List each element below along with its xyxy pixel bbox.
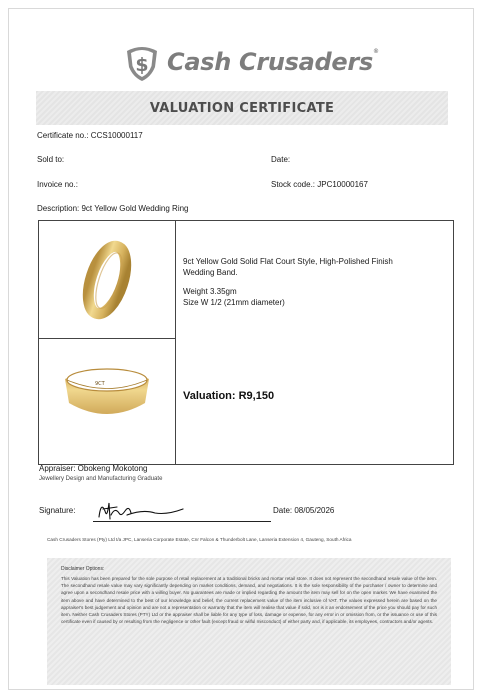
item-weight: Weight 3.35gm	[183, 287, 237, 296]
appraiser-title: Jewellery Design and Manufacturing Graduate	[39, 476, 163, 482]
signature-line	[93, 521, 271, 522]
shield-dollar-icon	[121, 41, 163, 83]
box-divider-vertical	[175, 221, 176, 464]
disclaimer-text: This Valuation has been prepared for the sole purpose of retail replacement at a traditional bricks and mortar retail store. It does not represent the secondhand resale value of the item. The secondhand resale value may vary significantly depending on market conditions, demand, and negotiations. It is the sole responsibility of the purchaser / owner to determine and agree upon a secondhand resale price with a willing buyer. No guarantees are made or implied regarding the amount the item may sell for on the open market. We have examined the item above and have determined to the best of our knowledge and belief, the current replacement value of the item inclusive of VAT. The values expressed herein are based on the appraiser's best judgement and opinion and are not a representation or warranty that the item will realise that value if sold, nor is it an endorsement of the price you should pay for such item. Neither Cash Crusaders Stores (PTY) Ltd or the appraiser shall be liable for any type of loss, damage or expense, for any error in or omission from, or the issuance or use of this certificate even if caused by or resulting from the negligence or other fault (except fraud or wilful misconduct) of either party and, if applicable, its employees, contractors and/or agents.	[61, 576, 437, 625]
brand-logo	[121, 39, 381, 85]
ring-stamp: 9CT	[95, 381, 105, 387]
title-banner	[36, 91, 448, 125]
appraiser-name: Appraiser: Obokeng Mokotong	[39, 464, 148, 473]
company-address: Cash Crusaders Stores (Pty) Ltd t/a JPC, Lanseria Corporate Estate, Cnr Falcon & Thunderbolt Lane, Lanseria Extension 4, Gauteng, South Africa	[47, 537, 352, 542]
date-label: Date:	[271, 155, 291, 164]
ring-image-side	[79, 239, 135, 321]
desc-line-1: 9ct Yellow Gold Solid Flat Court Style, High-Polished Finish	[183, 257, 393, 266]
ring-image-front	[59, 363, 155, 427]
box-divider-horizontal	[39, 338, 175, 339]
signature-image	[93, 497, 193, 523]
certificate-title: VALUATION CERTIFICATE	[149, 100, 335, 116]
valuation-amount: Valuation: R9,150	[183, 390, 275, 402]
signature-label: Signature:	[39, 506, 76, 515]
trademark: ®	[372, 48, 379, 55]
item-size: Size W 1/2 (21mm diameter)	[183, 298, 285, 307]
item-description: Description: 9ct Yellow Gold Wedding Ring	[37, 204, 189, 213]
appraisal-date: Date: 08/05/2026	[273, 506, 335, 515]
sold-to-label: Sold to:	[37, 155, 65, 164]
svg-text:$: $	[135, 54, 149, 76]
disclaimer-title: Disclaimer Options:	[61, 566, 105, 572]
certificate-number: Certificate no.: CCS10000117	[37, 131, 143, 140]
invoice-number: Invoice no.:	[37, 180, 78, 189]
item-description-text	[183, 256, 443, 308]
stock-code: Stock code.: JPC10000167	[271, 180, 368, 189]
desc-line-2: Wedding Band.	[183, 268, 238, 277]
item-detail-box	[38, 220, 454, 465]
brand-name: Cash Crusaders®	[167, 48, 379, 76]
disclaimer-box	[47, 558, 451, 685]
certificate-page	[8, 8, 474, 690]
